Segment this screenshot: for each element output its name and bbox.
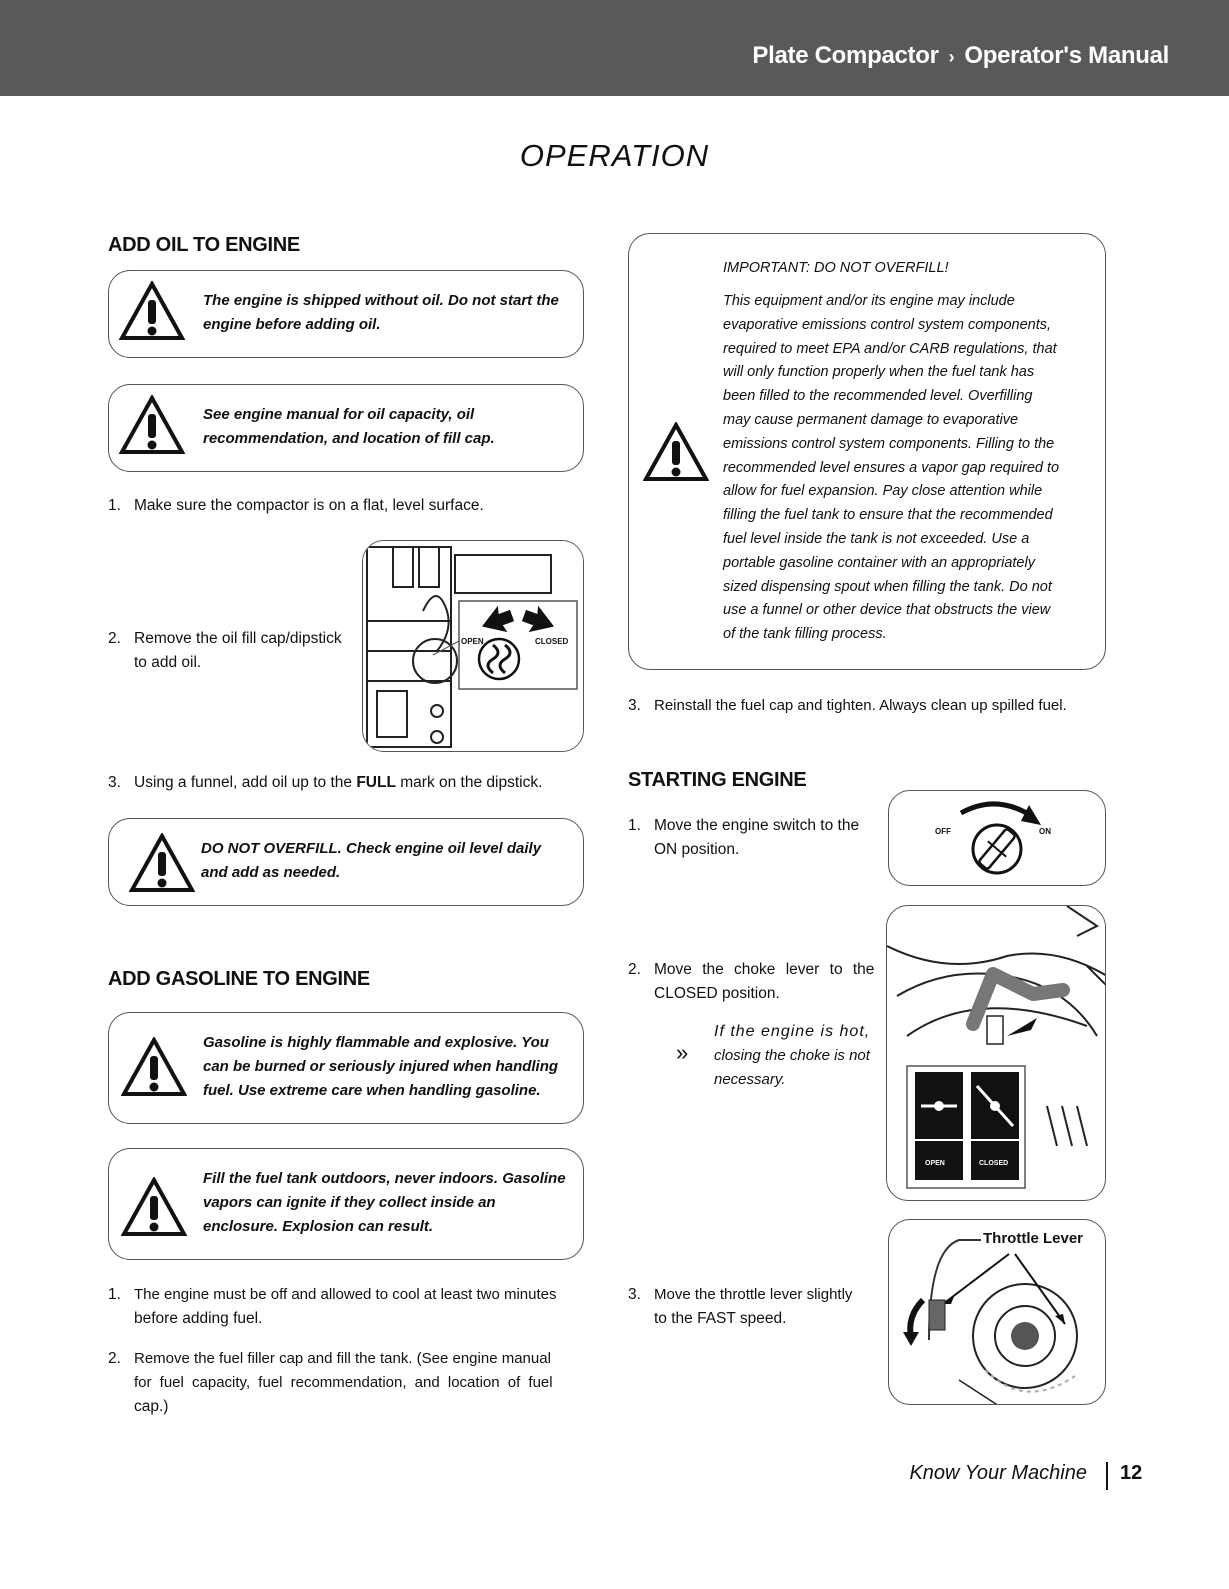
- footer-section: Know Your Machine: [909, 1462, 1087, 1484]
- important-line: allow for fuel expansion. Pay close attention while: [723, 483, 1043, 500]
- oil-warning-box-1: [108, 270, 584, 358]
- step-text-bold: FULL: [356, 774, 396, 791]
- step-text-line-2: for fuel capacity, fuel recommendation, and location of fuel: [134, 1374, 553, 1391]
- oil-step-1: [108, 494, 584, 518]
- important-line: required to meet EPA and/or CARB regulations, that: [723, 340, 1057, 357]
- important-line: use a funnel or other device that obstructs the view: [723, 602, 1051, 619]
- throttle-lever-illustration: [889, 1220, 1106, 1405]
- footer-divider: [1106, 1462, 1108, 1490]
- important-line: filling the fuel tank to ensure that the recommended: [723, 507, 1053, 524]
- step-text-line-2: CLOSED position.: [654, 985, 780, 1002]
- add-gas-heading: ADD GASOLINE TO ENGINE: [108, 968, 370, 990]
- note-line-3: necessary.: [714, 1071, 786, 1088]
- step-number: 1.: [628, 817, 641, 834]
- choke-note: [714, 1020, 884, 1092]
- important-line: been filled to the recommended level. Overfilling: [723, 388, 1033, 405]
- step-text-line-1: Move the engine switch to the: [654, 817, 860, 834]
- important-title: IMPORTANT: DO NOT OVERFILL!: [723, 260, 949, 276]
- step-number: 1.: [108, 497, 121, 514]
- add-oil-heading: ADD OIL TO ENGINE: [108, 234, 300, 256]
- step-text-line-2: before adding fuel.: [134, 1310, 263, 1327]
- start-step-3: [628, 1283, 888, 1331]
- header-separator: ›: [948, 47, 955, 67]
- step-text: Make sure the compactor is on a flat, level surface.: [134, 497, 484, 514]
- step-number: 2.: [108, 630, 121, 647]
- step-text-line-2: to add oil.: [134, 654, 202, 671]
- important-line: evaporative emissions control system components,: [723, 316, 1052, 333]
- step-text-line-1: The engine must be off and allowed to cool at least two minutes: [134, 1286, 557, 1303]
- oil-warning-1-text: The engine is shipped without oil. Do not start the engine before adding oil.: [203, 292, 559, 333]
- header-manual: Operator's Manual: [964, 42, 1169, 69]
- switch-on-label: ON: [1039, 827, 1051, 836]
- step-text-post: mark on the dipstick.: [395, 774, 543, 791]
- start-step-2: [628, 958, 888, 1006]
- important-line: sized dispensing spout when filling the tank. Do not: [723, 578, 1052, 595]
- step-text-line-1: Remove the oil fill cap/dipstick: [134, 630, 342, 647]
- open-label: OPEN: [461, 637, 484, 646]
- step-text-line-1: Move the choke lever to the: [654, 961, 875, 978]
- important-line: will only function properly when the fuel tank has: [723, 364, 1035, 381]
- oil-warning-box-2: [108, 384, 584, 472]
- important-line: This equipment and/or its engine may include: [723, 293, 1015, 309]
- switch-off-label: OFF: [935, 827, 951, 836]
- choke-open-label: OPEN: [925, 1160, 945, 1167]
- gas-warning-box-2: [108, 1148, 584, 1260]
- choke-closed-label: CLOSED: [979, 1160, 1009, 1167]
- engine-switch-figure: [888, 790, 1106, 886]
- oil-step-2: [108, 627, 358, 675]
- gas-step-2: [108, 1347, 598, 1419]
- oil-warning-box-3: [108, 818, 584, 906]
- warning-triangle-icon: [129, 833, 195, 893]
- page-title: OPERATION: [519, 138, 710, 173]
- choke-lever-illustration: [887, 906, 1106, 1201]
- step-number: 3.: [628, 697, 641, 714]
- engine-switch-icon: [889, 791, 1106, 886]
- step-number: 1.: [108, 1286, 121, 1303]
- gas-warning-box-1: [108, 1012, 584, 1124]
- warning-triangle-icon: [119, 395, 185, 455]
- important-line: fuel level inside the tank is not exceeded. Use a: [723, 530, 1030, 547]
- warning-triangle-icon: [119, 281, 185, 341]
- important-line: emissions control system components. Filling to the: [723, 435, 1055, 452]
- step-text-pre: Using a funnel, add oil up to the: [134, 774, 357, 791]
- throttle-lever-label: Throttle Lever: [983, 1230, 1084, 1247]
- gas-warning-1-text: Gasoline is highly flammable and explosive. You can be burned or seriously injured when handling fuel. Use extreme care when handling gasoline.: [203, 1034, 559, 1099]
- step-number: 3.: [628, 1286, 641, 1303]
- starting-engine-heading: STARTING ENGINE: [628, 769, 807, 791]
- warning-triangle-icon: [121, 1177, 187, 1237]
- closed-label: CLOSED: [535, 637, 569, 646]
- step-number: 3.: [108, 774, 121, 791]
- oil-warning-3-text: DO NOT OVERFILL. Check engine oil level daily and add as needed.: [201, 840, 542, 881]
- fuel-step-3: [628, 694, 1118, 718]
- throttle-lever-figure: [888, 1219, 1106, 1405]
- oil-step-3: [108, 771, 584, 795]
- step-text: Reinstall the fuel cap and tighten. Always clean up spilled fuel.: [654, 697, 1067, 714]
- step-text-line-1: Move the throttle lever slightly: [654, 1286, 853, 1303]
- note-line-2: closing the choke is not: [714, 1047, 870, 1064]
- header-title: [752, 42, 1169, 70]
- important-box: [628, 233, 1106, 670]
- note-marker-icon: »: [676, 1040, 689, 1065]
- step-text-line-3: cap.): [134, 1398, 169, 1415]
- page-number: 12: [1120, 1462, 1143, 1484]
- step-text-line-1: Remove the fuel filler cap and fill the tank. (See engine manual: [134, 1350, 551, 1367]
- oil-fill-cap-figure: [362, 540, 584, 752]
- note-line-1: If the engine is hot,: [714, 1023, 871, 1040]
- gas-warning-2-text: Fill the fuel tank outdoors, never indoors. Gasoline vapors can ignite if they collect inside an enclosure. Explosion can result.: [203, 1170, 566, 1235]
- important-line: recommended level ensures a vapor gap required to: [723, 459, 1060, 476]
- engine-illustration: [363, 541, 584, 752]
- important-line: of the tank filling process.: [723, 626, 887, 643]
- important-body: [723, 290, 1089, 647]
- choke-lever-figure: [886, 905, 1106, 1201]
- oil-warning-2-text: See engine manual for oil capacity, oil recommendation, and location of fill cap.: [203, 406, 495, 447]
- important-line: may cause permanent damage to evaporative: [723, 411, 1019, 428]
- step-number: 2.: [628, 961, 641, 978]
- important-line: portable gasoline container with an appropriately: [723, 554, 1035, 571]
- step-text-line-2: ON position.: [654, 841, 740, 858]
- header-product: Plate Compactor: [752, 42, 939, 69]
- step-text-line-2: to the FAST speed.: [654, 1310, 787, 1327]
- start-step-1: [628, 814, 888, 862]
- warning-triangle-icon: [121, 1037, 187, 1097]
- warning-triangle-icon: [643, 422, 709, 482]
- step-number: 2.: [108, 1350, 121, 1367]
- gas-step-1: [108, 1283, 598, 1331]
